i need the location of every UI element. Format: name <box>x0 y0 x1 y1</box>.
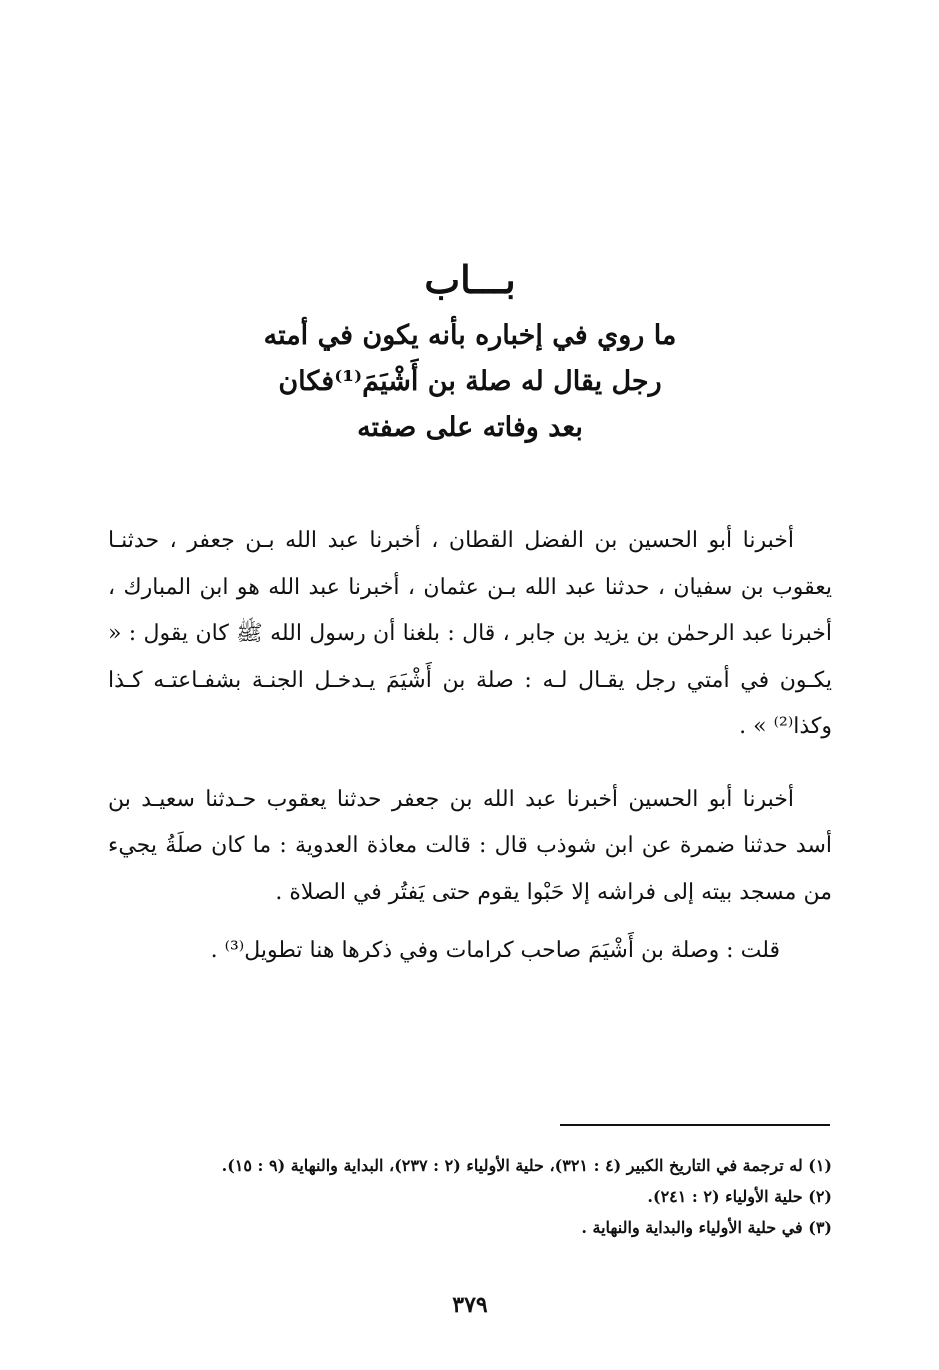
footnote-divider <box>560 1124 830 1126</box>
chapter-title-line-1: ما روي في إخباره بأنه يكون في أمته <box>263 320 677 351</box>
paragraph-1: أخبرنا أبو الحسين بن الفضل القطان ، أخبرنا عبد الله بـن جعفر ، حدثنـا يعقوب بن سفيان ، حدثنا عبد الله بـن عثمان ، أخبرنا عبد الله هو ابن المبارك ، أخبرنا عبد الرحمٰن بن يزيد بن جابر ، قال : بلغنا أن رسول الله ﷺ كان يقول : « يكـون في أمتي رجل يقـال لـه : صلة بن أَشْيَمَ يـدخـل الجنـة بشفـاعتـه كـذا وكذا⁽²⁾ » . <box>108 528 832 739</box>
paragraph-3: قلت : وصلة بن أَشْيَمَ صاحب كرامات وفي ذكرها هنا تطويل⁽³⁾ . <box>210 938 780 963</box>
footnote-3: (٣) في حلية الأولياء والبداية والنهاية . <box>581 1218 832 1237</box>
chapter-title-line-3: بعد وفاته على صفته <box>357 412 583 443</box>
footnote-2: (٢) حلية الأولياء (٢ : ٢٤١). <box>647 1187 832 1206</box>
chapter-heading <box>150 255 790 451</box>
chapter-title-line-2: رجل يقال له صلة بن أَشْيَمَ⁽¹⁾فكان <box>278 366 662 397</box>
footnote-1: (١) له ترجمة في التاريخ الكبير (٤ : ٣٢١)، حلية الأولياء (٢ : ٢٣٧)، البداية والنهاية (٩ : ١٥). <box>221 1156 832 1175</box>
chapter-label: بـــاب <box>424 257 516 302</box>
page-number: ٣٧٩ <box>452 1292 488 1318</box>
paragraph-2: أخبرنا أبو الحسين أخبرنا عبد الله بن جعفر حدثنا يعقوب حـدثنا سعيـد بن أسد حدثنا ضمرة عن ابن شوذب قال : قالت معاذة العدوية : ما كان صلَةُ يجيء من مسجد بيته إلى فراشه إلا حَبْوا يقوم حتى يَفتُر في الصلاة . <box>108 786 832 905</box>
footnotes <box>108 1150 832 1243</box>
main-text <box>108 518 832 975</box>
